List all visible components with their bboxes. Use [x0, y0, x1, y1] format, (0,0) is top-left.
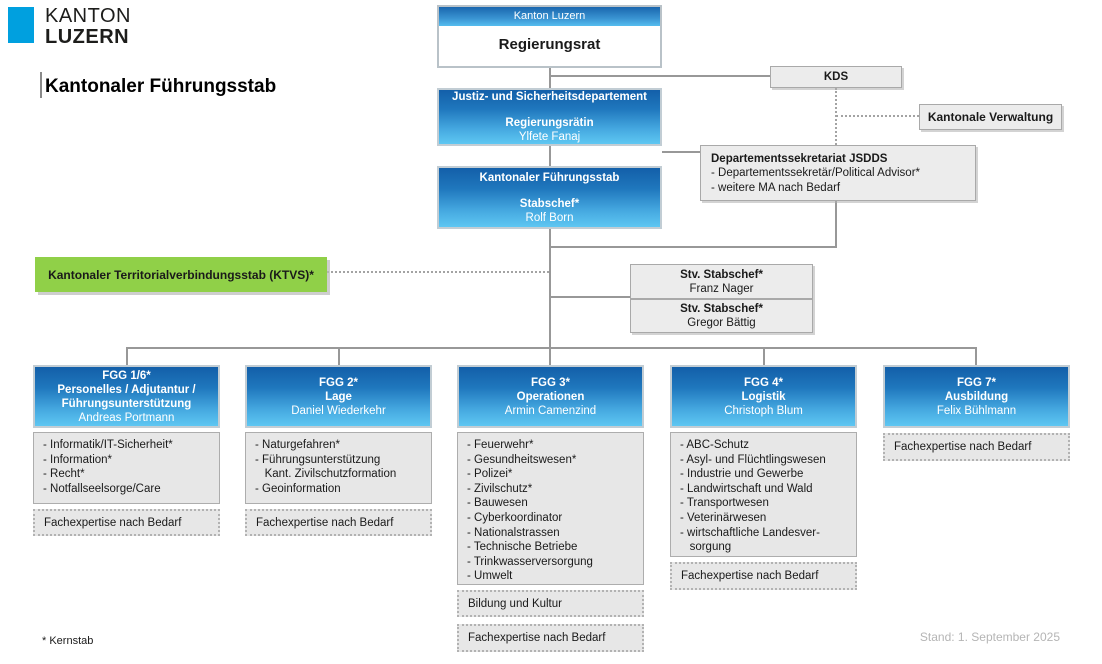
- box-fgg2-list: [245, 432, 432, 504]
- fgg2-title: Lage: [325, 390, 352, 403]
- box-stv-stabschef-1: [630, 264, 813, 299]
- box-stv-stabschef-2: [630, 299, 813, 333]
- logo-line2: LUZERN: [45, 26, 130, 48]
- box-fgg7-fachexpertise: [883, 433, 1070, 461]
- list-item: - Informatik/IT-Sicherheit*: [43, 439, 173, 451]
- list-item: - ABC-Schutz: [680, 439, 750, 451]
- list-item: - Technische Betriebe: [467, 541, 578, 554]
- fgg1-title: FGG 1/6*: [102, 369, 151, 382]
- logo-line1: KANTON: [45, 5, 131, 27]
- box-fgg4-header: [670, 365, 857, 428]
- list-item: - Nationalstrassen: [467, 526, 560, 539]
- fuehrungsstab-role: Stabschef*: [519, 197, 580, 210]
- list-item: Kant. Zivilschutzformation: [255, 468, 397, 481]
- jsdds-item: - Departementssekretär/Political Advisor*: [711, 167, 920, 179]
- stv1-name: Franz Nager: [689, 282, 754, 295]
- list-item: - Notfallseelsorge/Care: [43, 482, 161, 495]
- box-jsdds: [700, 145, 976, 201]
- kanton-luzern-logo-icon: [8, 7, 34, 43]
- fachexpertise-label: Fachexpertise nach Bedarf: [468, 632, 606, 644]
- connector-drop-fgg4: [763, 347, 765, 365]
- list-item: - Information*: [43, 453, 113, 466]
- list-item: - Cyberkoordinator: [467, 511, 563, 524]
- fgg1-title: Führungsunterstützung: [61, 397, 192, 410]
- stv2-role: Stv. Stabschef*: [680, 303, 763, 315]
- box-fgg1-fachexpertise: [33, 509, 220, 536]
- box-fgg1-list: [33, 432, 220, 504]
- box-fgg3-list: [457, 432, 644, 585]
- connector-spine-stv: [549, 296, 630, 298]
- box-justiz-departement: [437, 88, 662, 146]
- jsdds-item: - weitere MA nach Bedarf: [711, 181, 841, 194]
- list-item: - Umwelt: [467, 570, 513, 583]
- list-item: - Industrie und Gewerbe: [680, 468, 804, 481]
- box-fgg3-fachexpertise: [457, 624, 644, 652]
- page-title: Kantonaler Führungsstab: [45, 76, 277, 97]
- box-regierungsrat: [437, 5, 662, 68]
- list-item: - Landwirtschaft und Wald: [680, 482, 813, 495]
- box-fgg2-fachexpertise: [245, 509, 432, 536]
- jsdds-title: Departementssekretariat JSDDS: [711, 153, 888, 165]
- fgg4-name: Christoph Blum: [724, 404, 803, 417]
- box-fgg3-bildung-kultur: [457, 590, 644, 617]
- fuehrungsstab-title: Kantonaler Führungsstab: [479, 171, 620, 184]
- fgg7-title: Ausbildung: [944, 390, 1009, 403]
- box-fgg7-header: [883, 365, 1070, 428]
- box-ktvs: [35, 257, 327, 292]
- fgg4-title: FGG 4*: [744, 376, 783, 389]
- fachexpertise-label: Fachexpertise nach Bedarf: [681, 570, 819, 582]
- fgg4-title: Logistik: [741, 390, 786, 403]
- box-kantonale-verwaltung: [919, 104, 1062, 130]
- fgg7-name: Felix Bühlmann: [936, 404, 1017, 417]
- stand-date: Stand: 1. September 2025: [919, 630, 1060, 644]
- kds-title: KDS: [823, 71, 849, 83]
- stv2-name: Gregor Bättig: [687, 317, 756, 329]
- bildung-kultur-label: Bildung und Kultur: [468, 597, 562, 610]
- list-item: - Recht*: [43, 468, 85, 481]
- title-caret: [40, 72, 42, 98]
- stv1-role: Stv. Stabschef*: [680, 268, 763, 281]
- justiz-name: Ylfete Fanaj: [518, 131, 581, 143]
- regierungsrat-title: Regierungsrat: [498, 36, 601, 53]
- fgg2-title: FGG 2*: [319, 376, 358, 389]
- kernstab-footnote: * Kernstab: [42, 635, 94, 647]
- kanton-luzern-logo: [45, 6, 131, 48]
- fgg3-title: Operationen: [516, 390, 585, 403]
- justiz-title: Justiz- und Sicherheitsdepartement: [452, 91, 647, 103]
- list-item: - Führungsunterstützung: [255, 453, 381, 466]
- fuehrungsstab-name: Rolf Born: [525, 211, 574, 224]
- fgg2-name: Daniel Wiederkehr: [291, 404, 386, 417]
- fgg1-title: Personelles / Adjutantur /: [57, 383, 196, 396]
- list-item: - Feuerwehr*: [467, 439, 534, 451]
- list-item: - Geoinformation: [255, 482, 341, 495]
- list-item: - Veterinärwesen: [680, 511, 767, 524]
- box-fgg4-list: [670, 432, 857, 557]
- fgg7-title: FGG 7*: [957, 376, 996, 389]
- fachexpertise-label: Fachexpertise nach Bedarf: [256, 516, 394, 529]
- connector-fgg-row: [126, 347, 977, 349]
- connector-to-kds: [549, 75, 771, 77]
- box-fgg2-header: [245, 365, 432, 428]
- list-item: - Transportwesen: [680, 497, 769, 510]
- fachexpertise-label: Fachexpertise nach Bedarf: [44, 516, 182, 529]
- box-fgg1-header: [33, 365, 220, 428]
- fgg3-name: Armin Camenzind: [504, 404, 597, 417]
- list-item: - Naturgefahren*: [255, 439, 341, 451]
- connector-drop-fgg1: [126, 347, 128, 365]
- list-item: - Polizei*: [467, 468, 513, 481]
- list-item: - Gesundheitswesen*: [467, 453, 577, 466]
- connector-justiz-jsdds: [662, 151, 702, 153]
- connector-drop-fgg7: [975, 347, 977, 365]
- kantonale-verwaltung-title: Kantonale Verwaltung: [927, 110, 1054, 124]
- box-fuehrungsstab: [437, 166, 662, 229]
- list-item: - wirtschaftliche Landesver-: [680, 526, 820, 539]
- list-item: sorgung: [680, 541, 732, 554]
- justiz-role: Regierungsrätin: [505, 117, 594, 129]
- connector-regierungsrat-justiz: [549, 68, 551, 88]
- list-item: - Asyl- und Flüchtlingswesen: [680, 453, 826, 466]
- connector-ktvs-spine-dotted: [327, 271, 549, 273]
- list-item: - Bauwesen: [467, 497, 528, 510]
- fgg1-name: Andreas Portmann: [78, 411, 175, 424]
- connector-kds-verwaltung-dotted: [836, 115, 919, 117]
- box-fgg3-header: [457, 365, 644, 428]
- box-fgg4-fachexpertise: [670, 562, 857, 590]
- fgg3-title: FGG 3*: [531, 376, 570, 389]
- connector-drop-fgg2: [338, 347, 340, 365]
- ktvs-title: Kantonaler Territorialverbindungsstab (KTVS)*: [48, 267, 314, 282]
- list-item: - Trinkwasserversorgung: [467, 555, 593, 568]
- box-kds: [770, 66, 902, 88]
- regierungsrat-header: Kanton Luzern: [439, 7, 660, 26]
- connector-jsdds-spine: [549, 246, 837, 248]
- connector-jsdds-down: [835, 201, 837, 248]
- fachexpertise-label: Fachexpertise nach Bedarf: [894, 441, 1032, 453]
- connector-justiz-fuehrungsstab: [549, 146, 551, 166]
- list-item: - Zivilschutz*: [467, 482, 533, 495]
